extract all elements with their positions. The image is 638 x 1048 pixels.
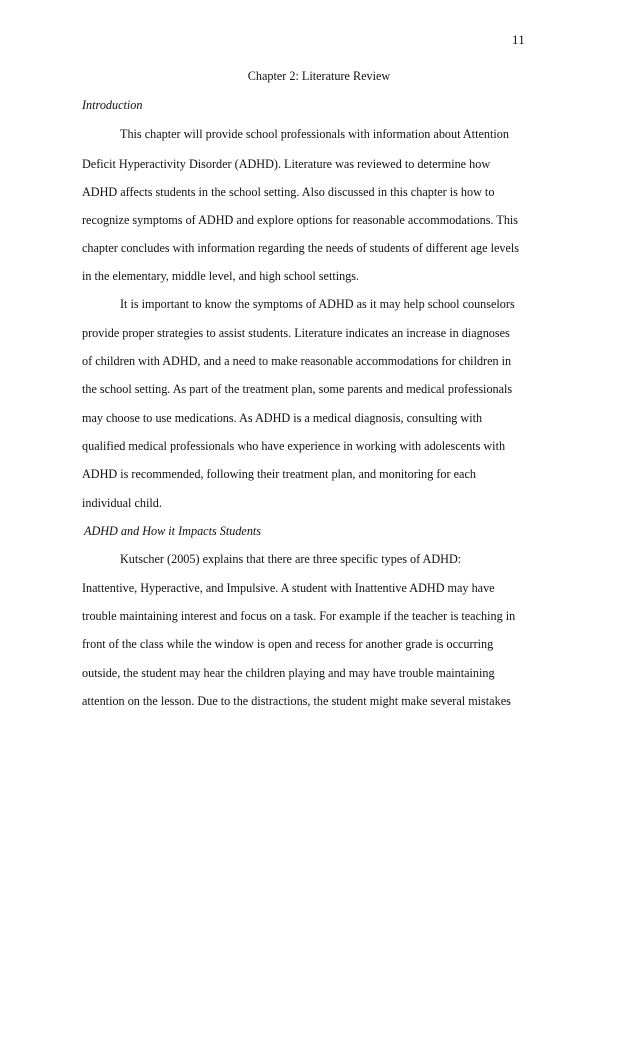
paragraph-line: qualified medical professionals who have experience in working with adolescents with bbox=[82, 439, 506, 453]
paragraph-line: trouble maintaining interest and focus on a task. For example if the teacher is teaching in bbox=[82, 609, 516, 623]
paragraph-line: This chapter will provide school professionals with information about Attention bbox=[120, 127, 509, 141]
paragraph-line: may choose to use medications. As ADHD is a medical diagnosis, consulting with bbox=[82, 411, 483, 425]
paragraph-line: front of the class while the window is open and recess for another grade is occurring bbox=[82, 637, 494, 651]
paragraph-line: in the elementary, middle level, and high school settings. bbox=[82, 269, 360, 283]
paragraph-line: Deficit Hyperactivity Disorder (ADHD). Literature was reviewed to determine how bbox=[82, 157, 491, 171]
chapter-title: Chapter 2: Literature Review bbox=[247, 69, 391, 83]
paragraph-line: recognize symptoms of ADHD and explore options for reasonable accommodations. This bbox=[82, 213, 519, 227]
paragraph-line: the school setting. As part of the treatment plan, some parents and medical professionals bbox=[82, 382, 513, 396]
paragraph-line: chapter concludes with information regarding the needs of students of different age levels bbox=[82, 241, 520, 255]
paragraph-line: Inattentive, Hyperactive, and Impulsive. A student with Inattentive ADHD may have bbox=[82, 581, 495, 595]
section-heading-introduction: Introduction bbox=[82, 98, 143, 112]
page-number: 11 bbox=[512, 32, 525, 47]
paragraph-line: outside, the student may hear the children playing and may have trouble maintaining bbox=[82, 666, 495, 680]
paragraph-line: of children with ADHD, and a need to make reasonable accommodations for children in bbox=[82, 354, 512, 368]
paragraph-line: individual child. bbox=[82, 496, 162, 510]
paragraph-line: It is important to know the symptoms of ADHD as it may help school counselors bbox=[120, 297, 515, 311]
paragraph-line: ADHD is recommended, following their treatment plan, and monitoring for each bbox=[82, 467, 476, 481]
paragraph-line: ADHD affects students in the school setting. Also discussed in this chapter is how to bbox=[82, 185, 495, 199]
section-heading-adhd-impacts: ADHD and How it Impacts Students bbox=[84, 524, 262, 538]
paragraph-line: provide proper strategies to assist students. Literature indicates an increase in diagnoses bbox=[82, 326, 510, 340]
paragraph-line: Kutscher (2005) explains that there are three specific types of ADHD: bbox=[120, 552, 462, 566]
paragraph-line: attention on the lesson. Due to the distractions, the student might make several mistakes bbox=[82, 694, 511, 708]
